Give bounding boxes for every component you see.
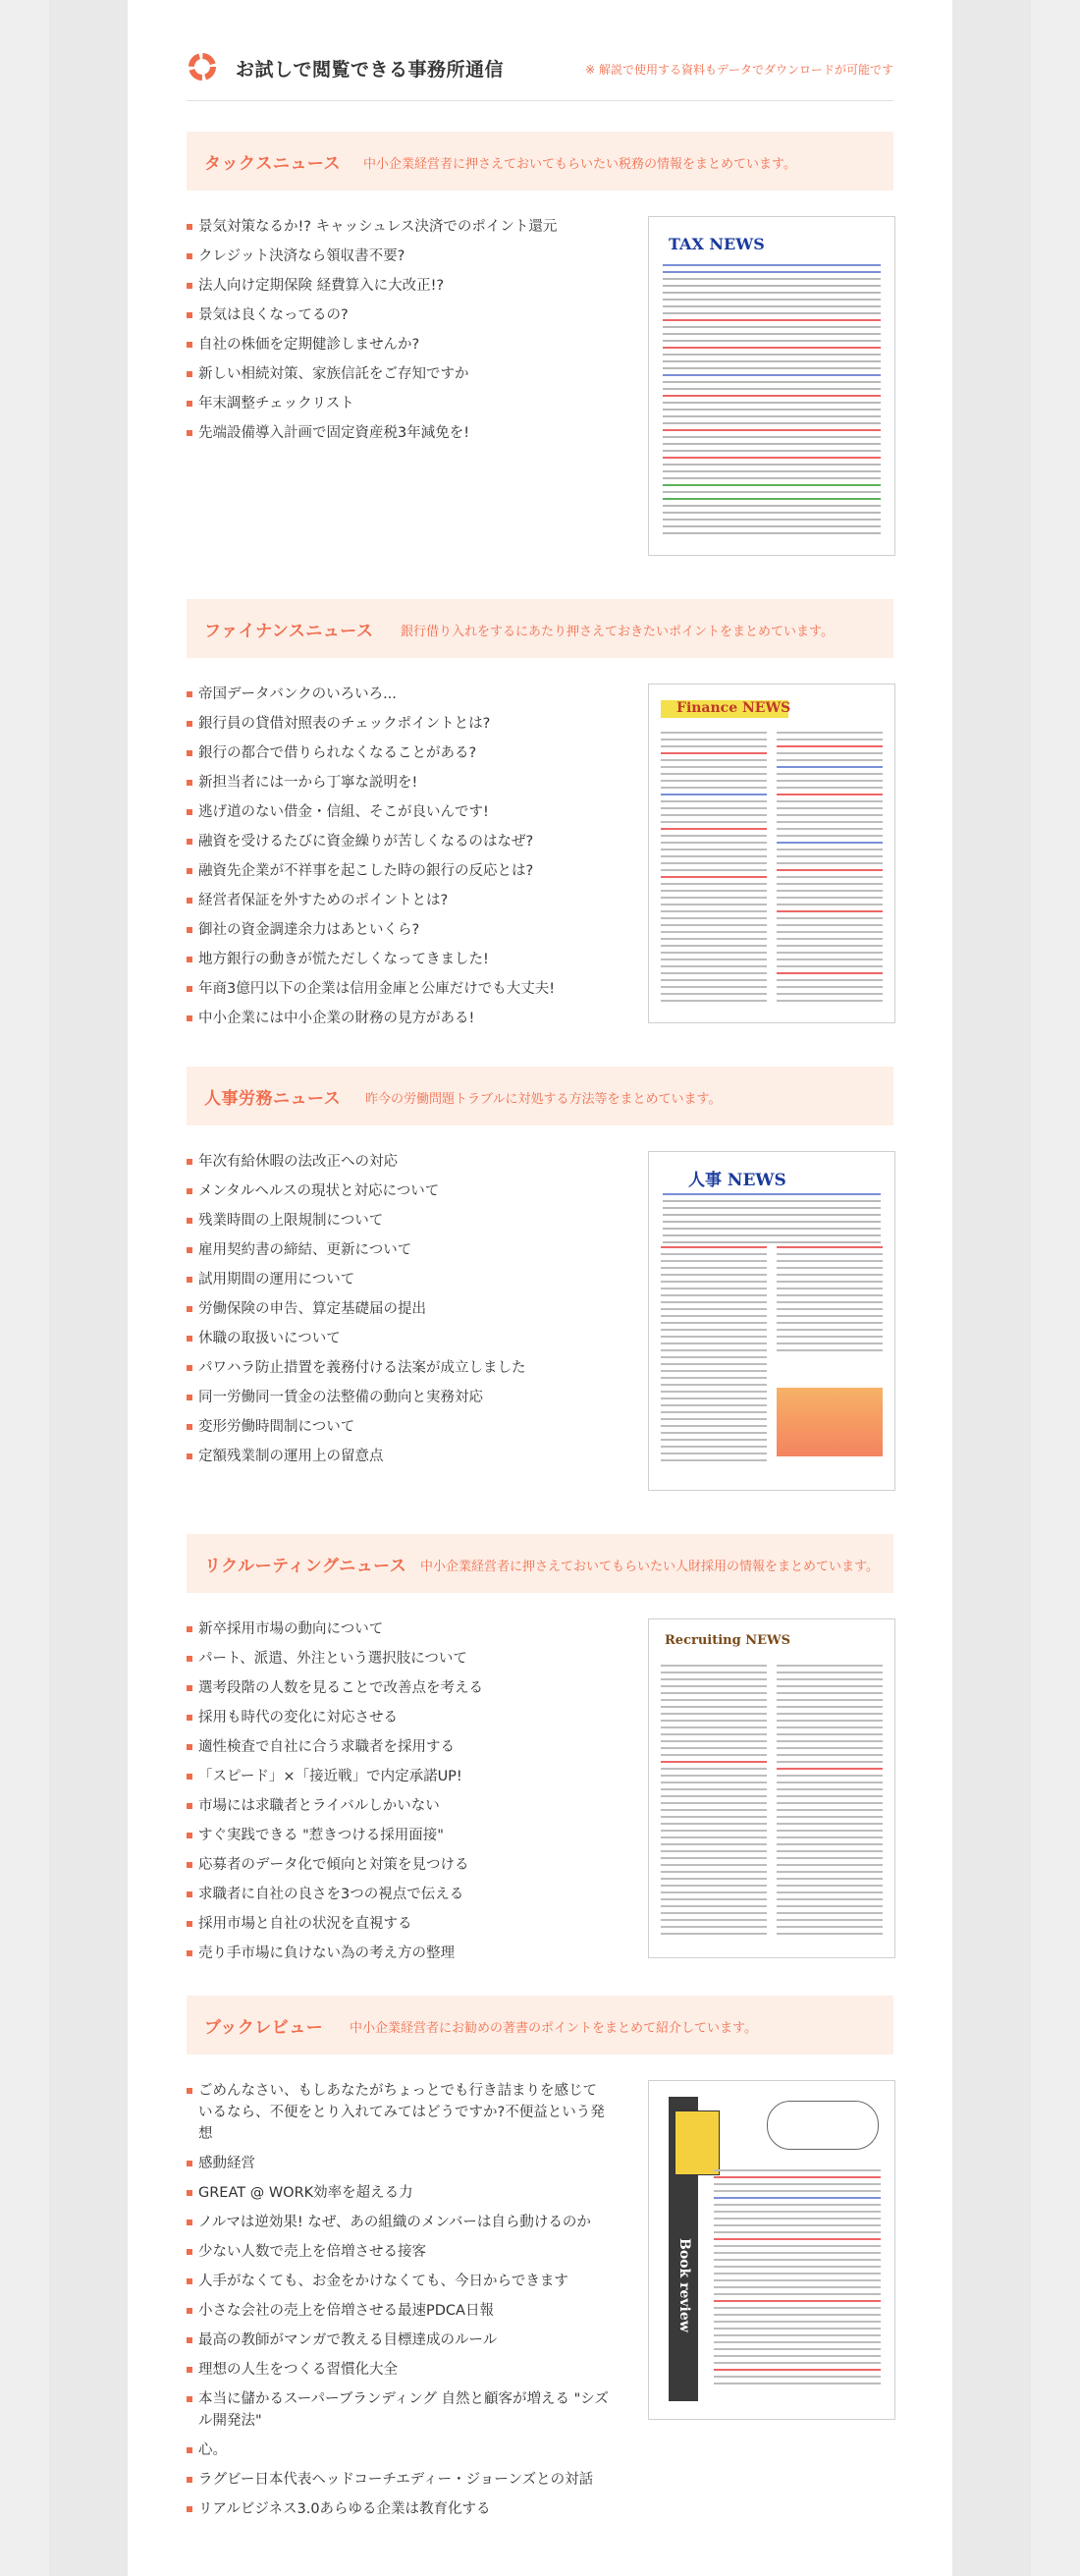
list-item[interactable]: 採用市場と自社の状況を直視する [187,1913,619,1935]
list-item[interactable]: 人手がなくても、お金をかけなくても、今日からできます [187,2271,609,2292]
list-item[interactable]: 雇用契約書の締結、更新について [187,1239,619,1261]
thumbnail-title: Recruiting NEWS [665,1633,791,1648]
list-item[interactable]: クレジット決済なら領収書不要? [187,246,619,267]
article-list [187,216,619,452]
list-item[interactable]: 変形労働時間制について [187,1416,619,1438]
list-item[interactable]: 法人向け定期保険 経費算入に大改正!? [187,275,619,297]
ring-logo-icon [187,51,218,82]
list-item[interactable]: 市場には求職者とライバルしかいない [187,1795,619,1817]
list-item[interactable]: 融資を受けるたびに資金繰りが苦しくなるのはなぜ? [187,831,619,852]
list-item[interactable]: 景気は良くなってるの? [187,304,619,326]
section-title: ブックレビュー [204,2018,324,2038]
thumbnail-column-right [777,732,883,1007]
list-item[interactable]: すぐ実践できる "惹きつける採用面接" [187,1825,619,1846]
list-item[interactable]: 残業時間の上限規制について [187,1210,619,1232]
section-description: 昨今の労働問題トラブルに対処する方法等をまとめています。 [365,1092,722,1107]
book-cover-icon [675,2110,720,2175]
thumbnail-title: Finance NEWS [676,700,791,716]
list-item[interactable]: 最高の教師がマンガで教える目標達成のルール [187,2329,609,2351]
list-item[interactable]: 試用期間の運用について [187,1269,619,1290]
section-title: ファイナンスニュース [204,622,374,641]
newsletter-thumbnail[interactable] [648,684,895,1023]
speech-bubble [767,2101,879,2150]
list-item[interactable]: リアルビジネス3.0あらゆる企業は教育化する [187,2498,609,2520]
list-item[interactable]: 融資先企業が不祥事を起こした時の銀行の反応とは? [187,860,619,882]
list-item[interactable]: 先端設備導入計画で固定資産税3年減免を! [187,422,619,444]
section-title: リクルーティングニュース [204,1557,407,1576]
thumbnail-column-left [661,1665,767,1940]
section-finance-news [187,599,893,1031]
thumbnail-diagram [777,1388,883,1456]
list-item[interactable]: ラグビー日本代表ヘッドコーチエディー・ジョーンズとの対話 [187,2469,609,2491]
list-item[interactable]: ノルマは逆効果! なぜ、あの組織のメンバーは自ら動けるのか [187,2212,609,2233]
section-book-review [187,1996,893,2546]
list-item[interactable]: メンタルヘルスの現状と対応について [187,1180,619,1202]
article-list [187,684,619,1037]
newsletter-thumbnail[interactable] [648,1151,895,1491]
article-list [187,2080,609,2528]
section-header [187,1534,893,1593]
download-note: ※ 解説で使用する資料もデータでダウンロードが可能です [585,63,893,77]
list-item[interactable]: 適性検査で自社に合う求職者を採用する [187,1736,619,1758]
section-description: 中小企業経営者に押さえておいてもらいたい税務の情報をまとめています。 [363,157,796,172]
section-recruiting-news [187,1534,893,1966]
list-item[interactable]: 感動経営 [187,2153,609,2174]
list-item[interactable]: 労働保険の申告、算定基礎届の提出 [187,1298,619,1320]
thumbnail-title: TAX NEWS [669,235,765,253]
section-title: タックスニュース [204,154,341,174]
list-item[interactable]: 採用も時代の変化に対応させる [187,1707,619,1728]
list-item[interactable]: 地方銀行の動きが慌ただしくなってきました! [187,949,619,970]
page-background [49,0,1031,2576]
list-item[interactable]: 新しい相続対策、家族信託をご存知ですか [187,363,619,385]
thumbnail-title: 人事 NEWS [688,1171,786,1190]
section-header [187,1067,893,1125]
newsletter-thumbnail[interactable] [648,2080,895,2420]
article-list [187,1618,619,1972]
top-header [187,51,893,101]
thumbnail-text-lines [663,1193,881,1248]
thumbnail-column-right [777,1246,883,1356]
list-item[interactable]: 帝国データバンクのいろいろ... [187,684,619,705]
list-item[interactable]: ごめんなさい、もしあなたがちょっとでも行き詰まりを感じているなら、不便をとり入れてみてはどうですか?不便益という発想 [187,2080,609,2145]
list-item[interactable]: GREAT @ WORK効率を超える力 [187,2182,609,2204]
list-item[interactable]: 小さな会社の売上を倍増させる最速PDCA日報 [187,2300,609,2322]
section-header [187,1996,893,2055]
list-item[interactable]: 景気対策なるか!? キャッシュレス決済でのポイント還元 [187,216,619,238]
list-item[interactable]: 新担当者には一から丁寧な説明を! [187,772,619,794]
list-item[interactable]: 「スピード」×「接近戦」で内定承諾UP! [187,1766,619,1787]
newsletter-thumbnail[interactable] [648,216,895,556]
list-item[interactable]: 本当に儲かるスーパーブランディング 自然と顧客が増える "シズル開発法" [187,2388,609,2432]
list-item[interactable]: 年商3億円以下の企業は信用金庫と公庫だけでも大丈夫! [187,978,619,1000]
list-item[interactable]: 売り手市場に負けない為の考え方の整理 [187,1943,619,1964]
newsletter-thumbnail[interactable] [648,1618,895,1958]
list-item[interactable]: 定額残業制の運用上の留意点 [187,1446,619,1467]
thumbnail-column-left [661,732,767,1007]
thumbnail-column-left [661,1246,767,1466]
list-item[interactable]: 理想の人生をつくる習慣化大全 [187,2359,609,2381]
page-title: お試しで閲覧できる事務所通信 [236,59,505,81]
section-description: 銀行借り入れをするにあたり押さえておきたいポイントをまとめています。 [401,625,834,639]
section-tax-news [187,132,893,564]
list-item[interactable]: 少ない人数で売上を倍増させる接客 [187,2241,609,2263]
list-item[interactable]: 休職の取扱いについて [187,1328,619,1349]
content-card [128,0,952,2576]
list-item[interactable]: 御社の資金調達余力はあといくら? [187,919,619,941]
thumbnail-text-lines [663,264,881,539]
list-item[interactable]: 求職者に自社の良さを3つの視点で伝える [187,1884,619,1905]
list-item[interactable]: 心。 [187,2439,609,2461]
list-item[interactable]: 応募者のデータ化で傾向と対策を見つける [187,1854,619,1876]
section-header [187,132,893,191]
list-item[interactable]: 経営者保証を外すためのポイントとは? [187,890,619,911]
article-list [187,1151,619,1475]
list-item[interactable]: 逃げ道のない借金・信組、そこが良いんです! [187,801,619,823]
section-title: 人事労務ニュース [204,1089,342,1109]
list-item[interactable]: 同一労働同一賃金の法整備の動向と実務対応 [187,1387,619,1408]
list-item[interactable]: 年末調整チェックリスト [187,393,619,414]
list-item[interactable]: 銀行の都合で借りられなくなることがある? [187,742,619,764]
section-header [187,599,893,658]
list-item[interactable]: 自社の株価を定期健診しませんか? [187,334,619,356]
thumbnail-text-lines [714,2169,881,2389]
list-item[interactable]: 年次有給休暇の法改正への対応 [187,1151,619,1173]
list-item[interactable]: パワハラ防止措置を義務付ける法案が成立しました [187,1357,619,1379]
section-hr-news [187,1067,893,1499]
section-description: 中小企業経営者に押さえておいてもらいたい人財採用の情報をまとめています。 [420,1560,879,1574]
thumbnail-title: Book review [676,2238,692,2332]
list-item[interactable]: 銀行員の貸借対照表のチェックポイントとは? [187,713,619,735]
section-description: 中小企業経営者にお勧めの著書のポイントをまとめて紹介しています。 [350,2021,757,2036]
list-item[interactable]: 中小企業には中小企業の財務の見方がある! [187,1008,619,1029]
list-item[interactable]: 新卒採用市場の動向について [187,1618,619,1640]
list-item[interactable]: パート、派遣、外注という選択肢について [187,1648,619,1670]
thumbnail-column-right [777,1665,883,1940]
list-item[interactable]: 選考段階の人数を見ることで改善点を考える [187,1677,619,1699]
